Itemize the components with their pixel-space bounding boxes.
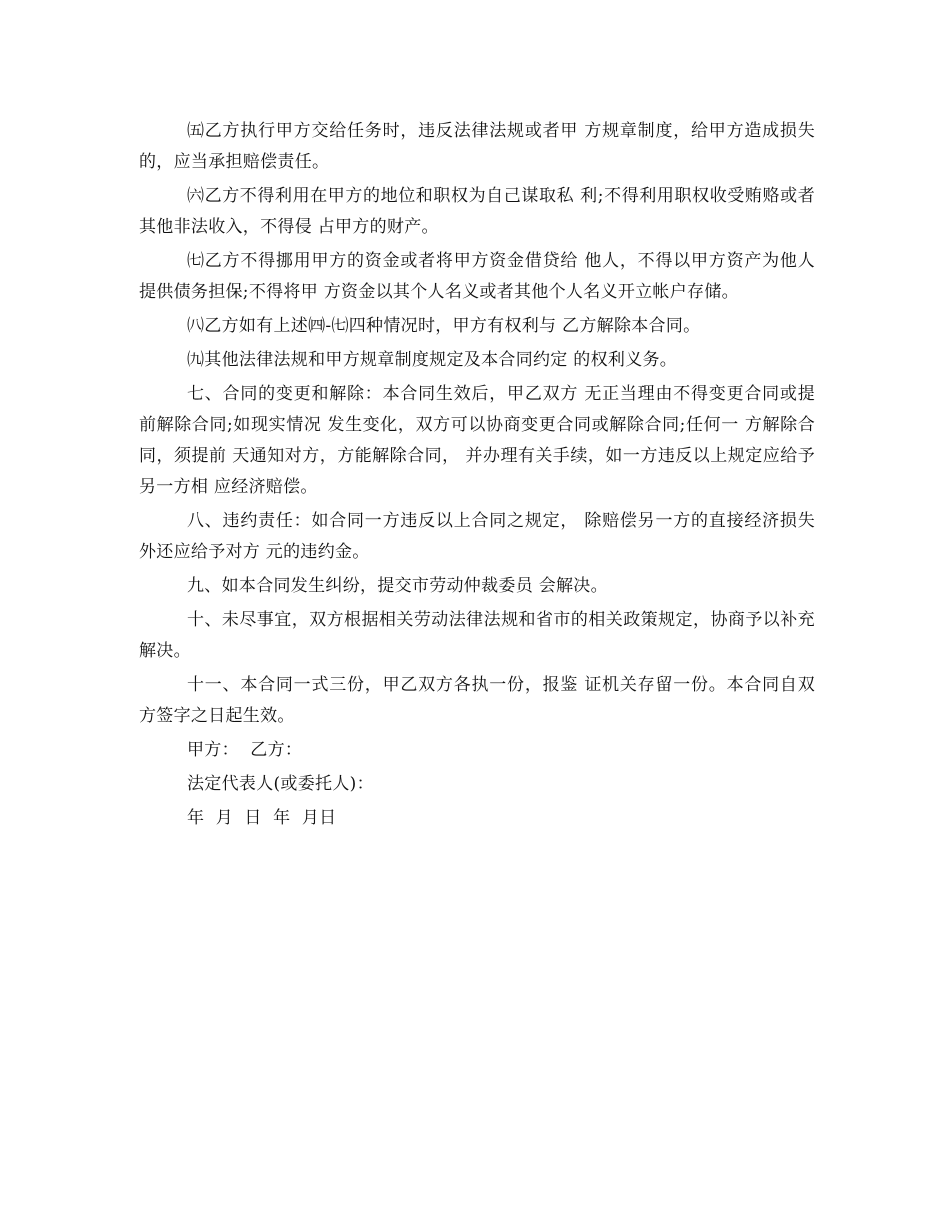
clause-6-paragraph: ㈥乙方不得利用在甲方的地位和职权为自己谋取私 利;不得利用职权收受贿赂或者其他非法收入，不得侵 占甲方的财产。 [139,186,815,237]
section-9-disputes: 九、如本合同发生纠纷，提交市劳动仲裁委员 会解决。 [187,576,608,596]
contract-body [139,116,815,837]
clause-9-paragraph: ㈨其他法律法规和甲方规章制度规定及本合同约定 的权利义务。 [187,350,678,370]
section-8-liability: 八、违约责任：如合同一方违反以上合同之规定， 除赔偿另一方的直接经济损失外还应给予对方 元的违约金。 [139,511,815,562]
clause-5-paragraph: ㈤乙方执行甲方交给任务时，违反法律法规或者甲 方规章制度，给甲方造成损失的，应当承担赔偿责任。 [139,121,815,172]
section-11-copies: 十一、本合同一式三份，甲乙双方各执一份，报鉴 证机关存留一份。本合同自双方签字之日起生效。 [139,675,815,726]
section-10-other-matters: 十、未尽事宜，双方根据相关劳动法律法规和省市的相关政策规定，协商予以补充解决。 [139,610,815,661]
section-7-change-termination: 七、合同的变更和解除：本合同生效后，甲乙双方 无正当理由不得变更合同或提前解除合同;如现实情况 发生变化，双方可以协商变更合同或解除合同;任何一 方解除合同，须提前 天通知对方，方能解除合同， 并办理有关手续，如一方违反以上规定应给予另一方相 应经济赔偿。 [139,384,815,497]
legal-representative-line: 法定代表人(或委托人)： [187,774,374,794]
date-line: 年 月 日 年 月日 [187,808,337,828]
clause-7-paragraph: ㈦乙方不得挪用甲方的资金或者将甲方资金借贷给 他人，不得以甲方资产为他人提供债务担保;不得将甲 方资金以其个人名义或者其他个人名义开立帐户存储。 [139,251,815,302]
clause-8-paragraph: ㈧乙方如有上述㈣-㈦四种情况时，甲方有权利与 乙方解除本合同。 [187,316,701,336]
party-signature-line: 甲方： 乙方： [187,740,303,760]
